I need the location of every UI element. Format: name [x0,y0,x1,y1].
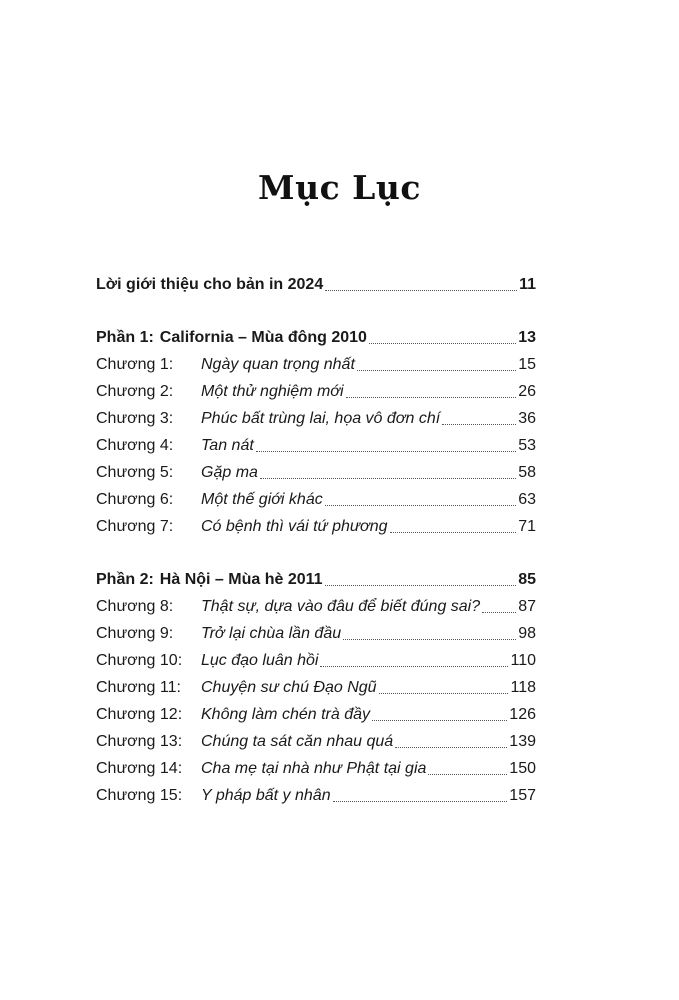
toc-chapter-entry [96,752,536,779]
toc-chapter-number: Chương 1: [96,356,174,373]
toc-chapter-page: 87 [518,598,536,615]
toc-chapter-title: Ngày quan trọng nhất [201,356,355,373]
dot-leader [260,478,516,479]
dot-leader [333,801,508,802]
toc-part-label: Phần 1: [96,329,154,346]
toc-part-heading [96,563,536,590]
toc-chapter-title: Một thử nghiệm mới [201,383,344,400]
toc-chapter-number: Chương 13: [96,733,183,750]
toc-chapter-entry [96,348,536,375]
dot-leader [325,505,516,506]
toc-chapter-title: Lục đạo luân hồi [201,652,319,669]
toc-chapter-number: Chương 4: [96,437,174,454]
dot-leader [320,666,508,667]
toc-chapter-number: Chương 8: [96,598,174,615]
page-title: Mục Lục [258,168,421,207]
toc-chapter-title: Gặp ma [201,464,258,481]
toc-chapter-entry [96,510,536,537]
toc-entry-title: Lời giới thiệu cho bản in 2024 [96,276,324,293]
toc-chapter-entry [96,456,536,483]
dot-leader [390,532,517,533]
toc-chapter-number: Chương 11: [96,679,181,696]
toc-part-page: 13 [518,329,536,346]
toc-chapter-entry [96,617,536,644]
toc-chapter-entry [96,779,536,806]
toc-chapter-number: Chương 10: [96,652,183,669]
dot-leader [346,397,517,398]
toc-chapter-entry [96,725,536,752]
toc-part-title: Hà Nội – Mùa hè 2011 [159,571,323,588]
toc-chapter-number: Chương 15: [96,787,183,804]
toc-chapter-entry [96,429,536,456]
toc-chapter-title: Y pháp bất y nhân [201,787,331,804]
toc-chapter-number: Chương 2: [96,383,174,400]
toc-chapter-page: 15 [518,356,536,373]
toc-chapter-title: Có bệnh thì vái tứ phương [201,518,388,535]
dot-leader [442,424,516,425]
dot-leader [325,290,517,291]
toc-chapter-page: 36 [518,410,536,427]
toc-chapter-page: 53 [518,437,536,454]
dot-leader [395,747,507,748]
toc-chapter-number: Chương 14: [96,760,183,777]
toc-chapter-number: Chương 3: [96,410,174,427]
toc-chapter-number: Chương 6: [96,491,174,508]
toc-intro-entry [96,268,536,295]
dot-leader [357,370,516,371]
dot-leader [428,774,507,775]
toc-chapter-title: Thật sự, dựa vào đâu để biết đúng sai? [201,598,481,615]
toc-chapter-page: 26 [518,383,536,400]
toc-chapter-page: 150 [509,760,536,777]
toc-chapter-entry [96,590,536,617]
dot-leader [256,451,516,452]
toc-chapter-page: 71 [518,518,536,535]
toc-chapter-page: 98 [518,625,536,642]
toc-chapter-page: 58 [518,464,536,481]
toc-chapter-title: Chúng ta sát căn nhau quá [201,733,394,750]
dot-leader [482,612,516,613]
toc-chapter-title: Không làm chén trà đầy [201,706,370,723]
toc-chapter-entry [96,402,536,429]
toc-chapter-title: Trở lại chùa lần đầu [201,625,342,642]
toc-chapter-entry [96,375,536,402]
toc-chapter-title: Phúc bất trùng lai, họa vô đơn chí [201,410,441,427]
toc-chapter-entry [96,671,536,698]
toc-part-page: 85 [518,571,536,588]
toc-chapter-number: Chương 12: [96,706,183,723]
toc-part-label: Phần 2: [96,571,154,588]
toc-part-heading [96,321,536,348]
toc-chapter-number: Chương 7: [96,518,174,535]
toc-entry-page: 11 [519,276,536,293]
toc-chapter-page: 126 [509,706,536,723]
dot-leader [325,585,517,586]
toc-part-title: California – Mùa đông 2010 [159,329,367,346]
toc-parts [96,295,536,806]
toc-chapter-page: 139 [509,733,536,750]
toc-chapter-page: 118 [510,679,536,696]
toc-chapter-number: Chương 9: [96,625,174,642]
table-of-contents [96,268,536,806]
section-gap [96,295,536,321]
dot-leader [369,343,516,344]
toc-chapter-page: 157 [509,787,536,804]
toc-chapter-title: Cha mẹ tại nhà như Phật tại gia [201,760,427,777]
toc-chapter-title: Một thế giới khác [201,491,323,508]
toc-chapter-page: 110 [510,652,536,669]
toc-chapter-entry [96,483,536,510]
dot-leader [379,693,509,694]
toc-chapter-title: Tan nát [201,437,254,454]
section-gap [96,537,536,563]
toc-chapter-entry [96,698,536,725]
toc-chapter-number: Chương 5: [96,464,174,481]
dot-leader [372,720,507,721]
dot-leader [343,639,516,640]
toc-chapter-page: 63 [518,491,536,508]
toc-chapter-entry [96,644,536,671]
toc-chapter-title: Chuyện sư chú Đạo Ngũ [201,679,377,696]
